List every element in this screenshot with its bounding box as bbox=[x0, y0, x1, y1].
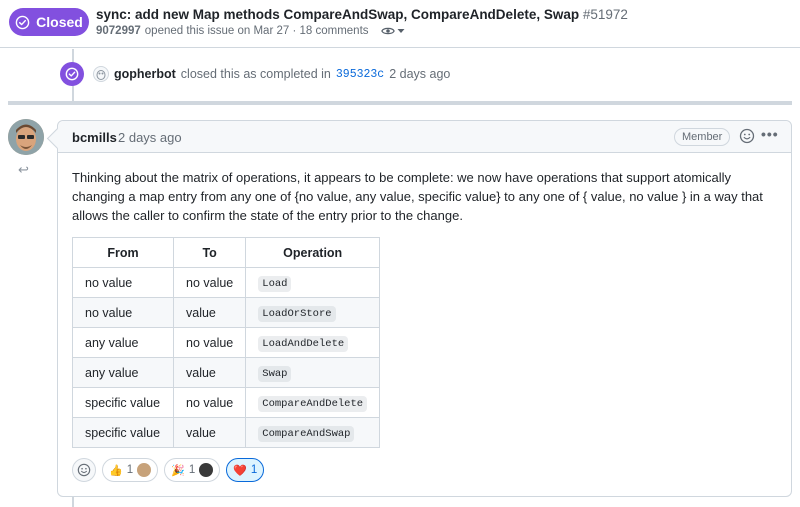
state-label: Closed bbox=[36, 14, 83, 30]
issue-header bbox=[0, 0, 800, 48]
operation-code: CompareAndDelete bbox=[258, 396, 367, 412]
event-action-text: closed this as completed in bbox=[180, 67, 331, 81]
cell-from: no value bbox=[73, 268, 174, 298]
table-row bbox=[73, 328, 380, 358]
comment-author-link[interactable]: bcmills bbox=[72, 130, 117, 145]
eye-icon bbox=[381, 25, 395, 37]
gopher-icon bbox=[95, 68, 107, 80]
cell-operation bbox=[246, 328, 380, 358]
cell-operation bbox=[246, 268, 380, 298]
table-row bbox=[73, 388, 380, 418]
reaction-heart-button[interactable] bbox=[226, 458, 264, 482]
reply-icon[interactable]: ↩ bbox=[18, 162, 29, 177]
table-row bbox=[73, 358, 380, 388]
cell-operation bbox=[246, 418, 380, 448]
closed-check-icon bbox=[65, 67, 79, 81]
operation-code: Load bbox=[258, 276, 291, 292]
closed-state-badge bbox=[9, 8, 89, 36]
member-badge: Member bbox=[674, 128, 730, 146]
smiley-icon bbox=[77, 463, 91, 477]
cell-operation bbox=[246, 298, 380, 328]
issue-number: #51972 bbox=[582, 7, 628, 22]
cell-from: no value bbox=[73, 298, 174, 328]
event-actor-link[interactable]: gopherbot bbox=[114, 67, 176, 81]
thumbs-up-icon: 👍 bbox=[109, 464, 123, 477]
reactions-bar bbox=[72, 458, 264, 482]
heart-icon: ❤️ bbox=[233, 464, 247, 477]
cell-to: value bbox=[174, 358, 246, 388]
table-header-row bbox=[73, 238, 380, 268]
cell-to: no value bbox=[174, 388, 246, 418]
reaction-count: 1 bbox=[126, 464, 134, 476]
cell-to: value bbox=[174, 418, 246, 448]
issue-title bbox=[96, 7, 628, 22]
caret-down-icon bbox=[397, 28, 405, 34]
reaction-count: 1 bbox=[250, 464, 258, 476]
table-row bbox=[73, 418, 380, 448]
event-time[interactable]: 2 days ago bbox=[389, 67, 451, 81]
issue-meta bbox=[96, 25, 405, 37]
issue-meta-text: opened this issue on Mar 27 · 18 comments bbox=[144, 25, 369, 37]
cell-from: any value bbox=[73, 358, 174, 388]
cell-operation bbox=[246, 388, 380, 418]
operation-code: Swap bbox=[258, 366, 291, 382]
operation-code: LoadAndDelete bbox=[258, 336, 348, 352]
issue-title-text: sync: add new Map methods CompareAndSwap, CompareAndDelete, Swap bbox=[96, 7, 580, 22]
commit-link[interactable]: 395323c bbox=[335, 67, 385, 81]
column-header-operation: Operation bbox=[246, 238, 380, 268]
column-header-from: From bbox=[73, 238, 174, 268]
cell-from: any value bbox=[73, 328, 174, 358]
cell-to: no value bbox=[174, 328, 246, 358]
cell-from: specific value bbox=[73, 388, 174, 418]
cell-from: specific value bbox=[73, 418, 174, 448]
comment-time[interactable]: 2 days ago bbox=[118, 130, 182, 145]
add-reaction-icon[interactable] bbox=[739, 128, 755, 144]
operation-code: CompareAndSwap bbox=[258, 426, 354, 442]
kebab-menu-icon[interactable]: ••• bbox=[761, 126, 779, 142]
add-reaction-button[interactable] bbox=[72, 458, 96, 482]
reaction-count: 1 bbox=[188, 464, 196, 476]
watch-dropdown[interactable] bbox=[381, 25, 405, 37]
comment-body: Thinking about the matrix of operations, it appears to be complete: we now have operations that support atomically changing a map entry from any one of {no value, any value, specific value} to any one of { value, no value } in a way that allows the caller to confirm the state of the entry prior to the change. bbox=[72, 170, 763, 223]
timeline-divider bbox=[8, 101, 792, 105]
table-row bbox=[73, 298, 380, 328]
cell-to: no value bbox=[174, 268, 246, 298]
comment-header bbox=[58, 121, 791, 153]
closed-check-icon bbox=[15, 15, 30, 30]
commenter-avatar[interactable] bbox=[8, 119, 44, 155]
closed-event-badge bbox=[60, 62, 84, 86]
closed-event bbox=[93, 66, 450, 82]
operation-code: LoadOrStore bbox=[258, 306, 335, 322]
cell-to: value bbox=[174, 298, 246, 328]
table-row bbox=[73, 268, 380, 298]
cell-operation bbox=[246, 358, 380, 388]
reactor-avatar bbox=[199, 463, 213, 477]
reaction-thumbs-up-button[interactable] bbox=[102, 458, 158, 482]
reaction-hooray-button[interactable] bbox=[164, 458, 220, 482]
timeline-line bbox=[72, 497, 74, 507]
reactor-avatar bbox=[137, 463, 151, 477]
gopherbot-avatar[interactable] bbox=[93, 66, 109, 82]
comment bbox=[57, 120, 792, 497]
column-header-to: To bbox=[174, 238, 246, 268]
operations-table bbox=[72, 237, 380, 448]
hooray-icon: 🎉 bbox=[171, 464, 185, 477]
avatar-image bbox=[8, 119, 44, 155]
issue-author-link[interactable]: 9072997 bbox=[96, 25, 141, 37]
